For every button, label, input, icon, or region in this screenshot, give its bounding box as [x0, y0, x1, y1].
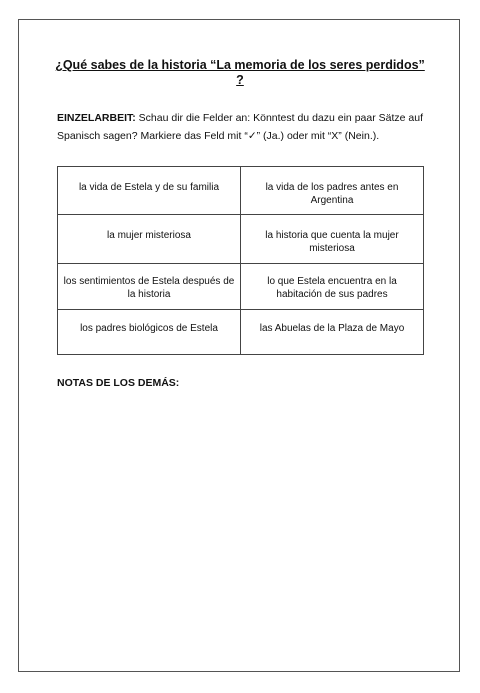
title-line-2: ?: [236, 73, 244, 87]
instruction-text: Schau dir die Felder an: Könntest du dazu ein paar Sätze auf Spanisch sagen? Markiere das Feld mit “✓” (Ja.) oder mit “X” (Nein.).: [57, 112, 423, 142]
grid-cell[interactable]: los padres biológicos de Estela: [58, 310, 241, 355]
grid-row: [58, 215, 424, 264]
grid-cell[interactable]: la historia que cuenta la mujer misteriosa: [241, 215, 424, 264]
topic-grid: [57, 166, 424, 355]
title-line-1: ¿Qué sabes de la historia “La memoria de los seres perdidos”: [55, 58, 425, 72]
grid-cell[interactable]: la mujer misteriosa: [58, 215, 241, 264]
worksheet-title: [40, 58, 440, 88]
grid-cell[interactable]: la vida de Estela y de su familia: [58, 167, 241, 215]
grid-row: [58, 264, 424, 310]
notes-heading: NOTAS DE LOS DEMÁS:: [57, 377, 180, 389]
instruction-paragraph: [57, 109, 423, 145]
instruction-label: EINZELARBEIT:: [57, 112, 136, 124]
grid-cell[interactable]: lo que Estela encuentra en la habitación de sus padres: [241, 264, 424, 310]
grid-row: [58, 310, 424, 355]
grid-cell[interactable]: las Abuelas de la Plaza de Mayo: [241, 310, 424, 355]
grid-row: [58, 167, 424, 215]
grid-cell[interactable]: la vida de los padres antes en Argentina: [241, 167, 424, 215]
grid-cell[interactable]: los sentimientos de Estela después de la historia: [58, 264, 241, 310]
